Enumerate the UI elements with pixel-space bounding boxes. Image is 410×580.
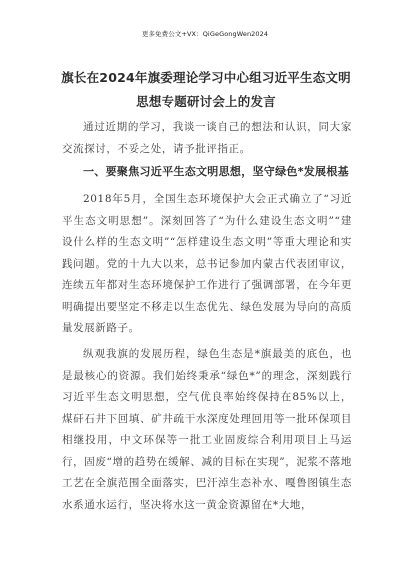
body-paragraph-2: 纵观我旗的发展历程，绿色生态是*旗最美的底色，也是最核心的资源。我们始终秉承“绿色*”的理念，深刻践行习近平生态文明思想，空气优良率始终保持在85%以上，煤矸石井下回填、矿井疏干水深度处理回用等一批环保项目相继投用，中文环保等一批工业固废综合利用项目上马运行，固废“增的趋势在缓解、减的目标在实现”，泥浆不落地工艺在全旗范围全面落实，巴汗淖生态补水、嘎鲁图镇生态水系通水运行，坚决将水这一黄金资源留在*大地， <box>62 348 352 511</box>
section-heading-1: 一、要聚焦习近平生态文明思想，坚守绿色*发展根基 <box>83 165 349 178</box>
body-paragraph-1: 2018年5月，全国生态环境保护大会正式确立了“习近平生态文明思想”。深刻回答了“为什么建设生态文明”“建设什么样的生态文明”“怎样建设生态文明”等重大理论和实践问题。党的十九大以来，总书记参加内蒙古代表团审议，连续五年都对生态环境保护工作进行了强调部署，在今年更明确提出要坚定不移走以生态优先、绿色发展为导向的高质量发展新路子。 <box>62 193 352 334</box>
intro-paragraph: 通过近期的学习，我谈一谈自己的想法和认识，同大家交流探讨，不妥之处，请予批评指正。 <box>62 121 352 155</box>
header-note: 更多免费公文+VX：QiGeGongWen2024 <box>141 30 269 38</box>
document-title: 旗长在2024年旗委理论学习中心组习近平生态文明思想专题研讨会上的发言 <box>61 70 351 109</box>
